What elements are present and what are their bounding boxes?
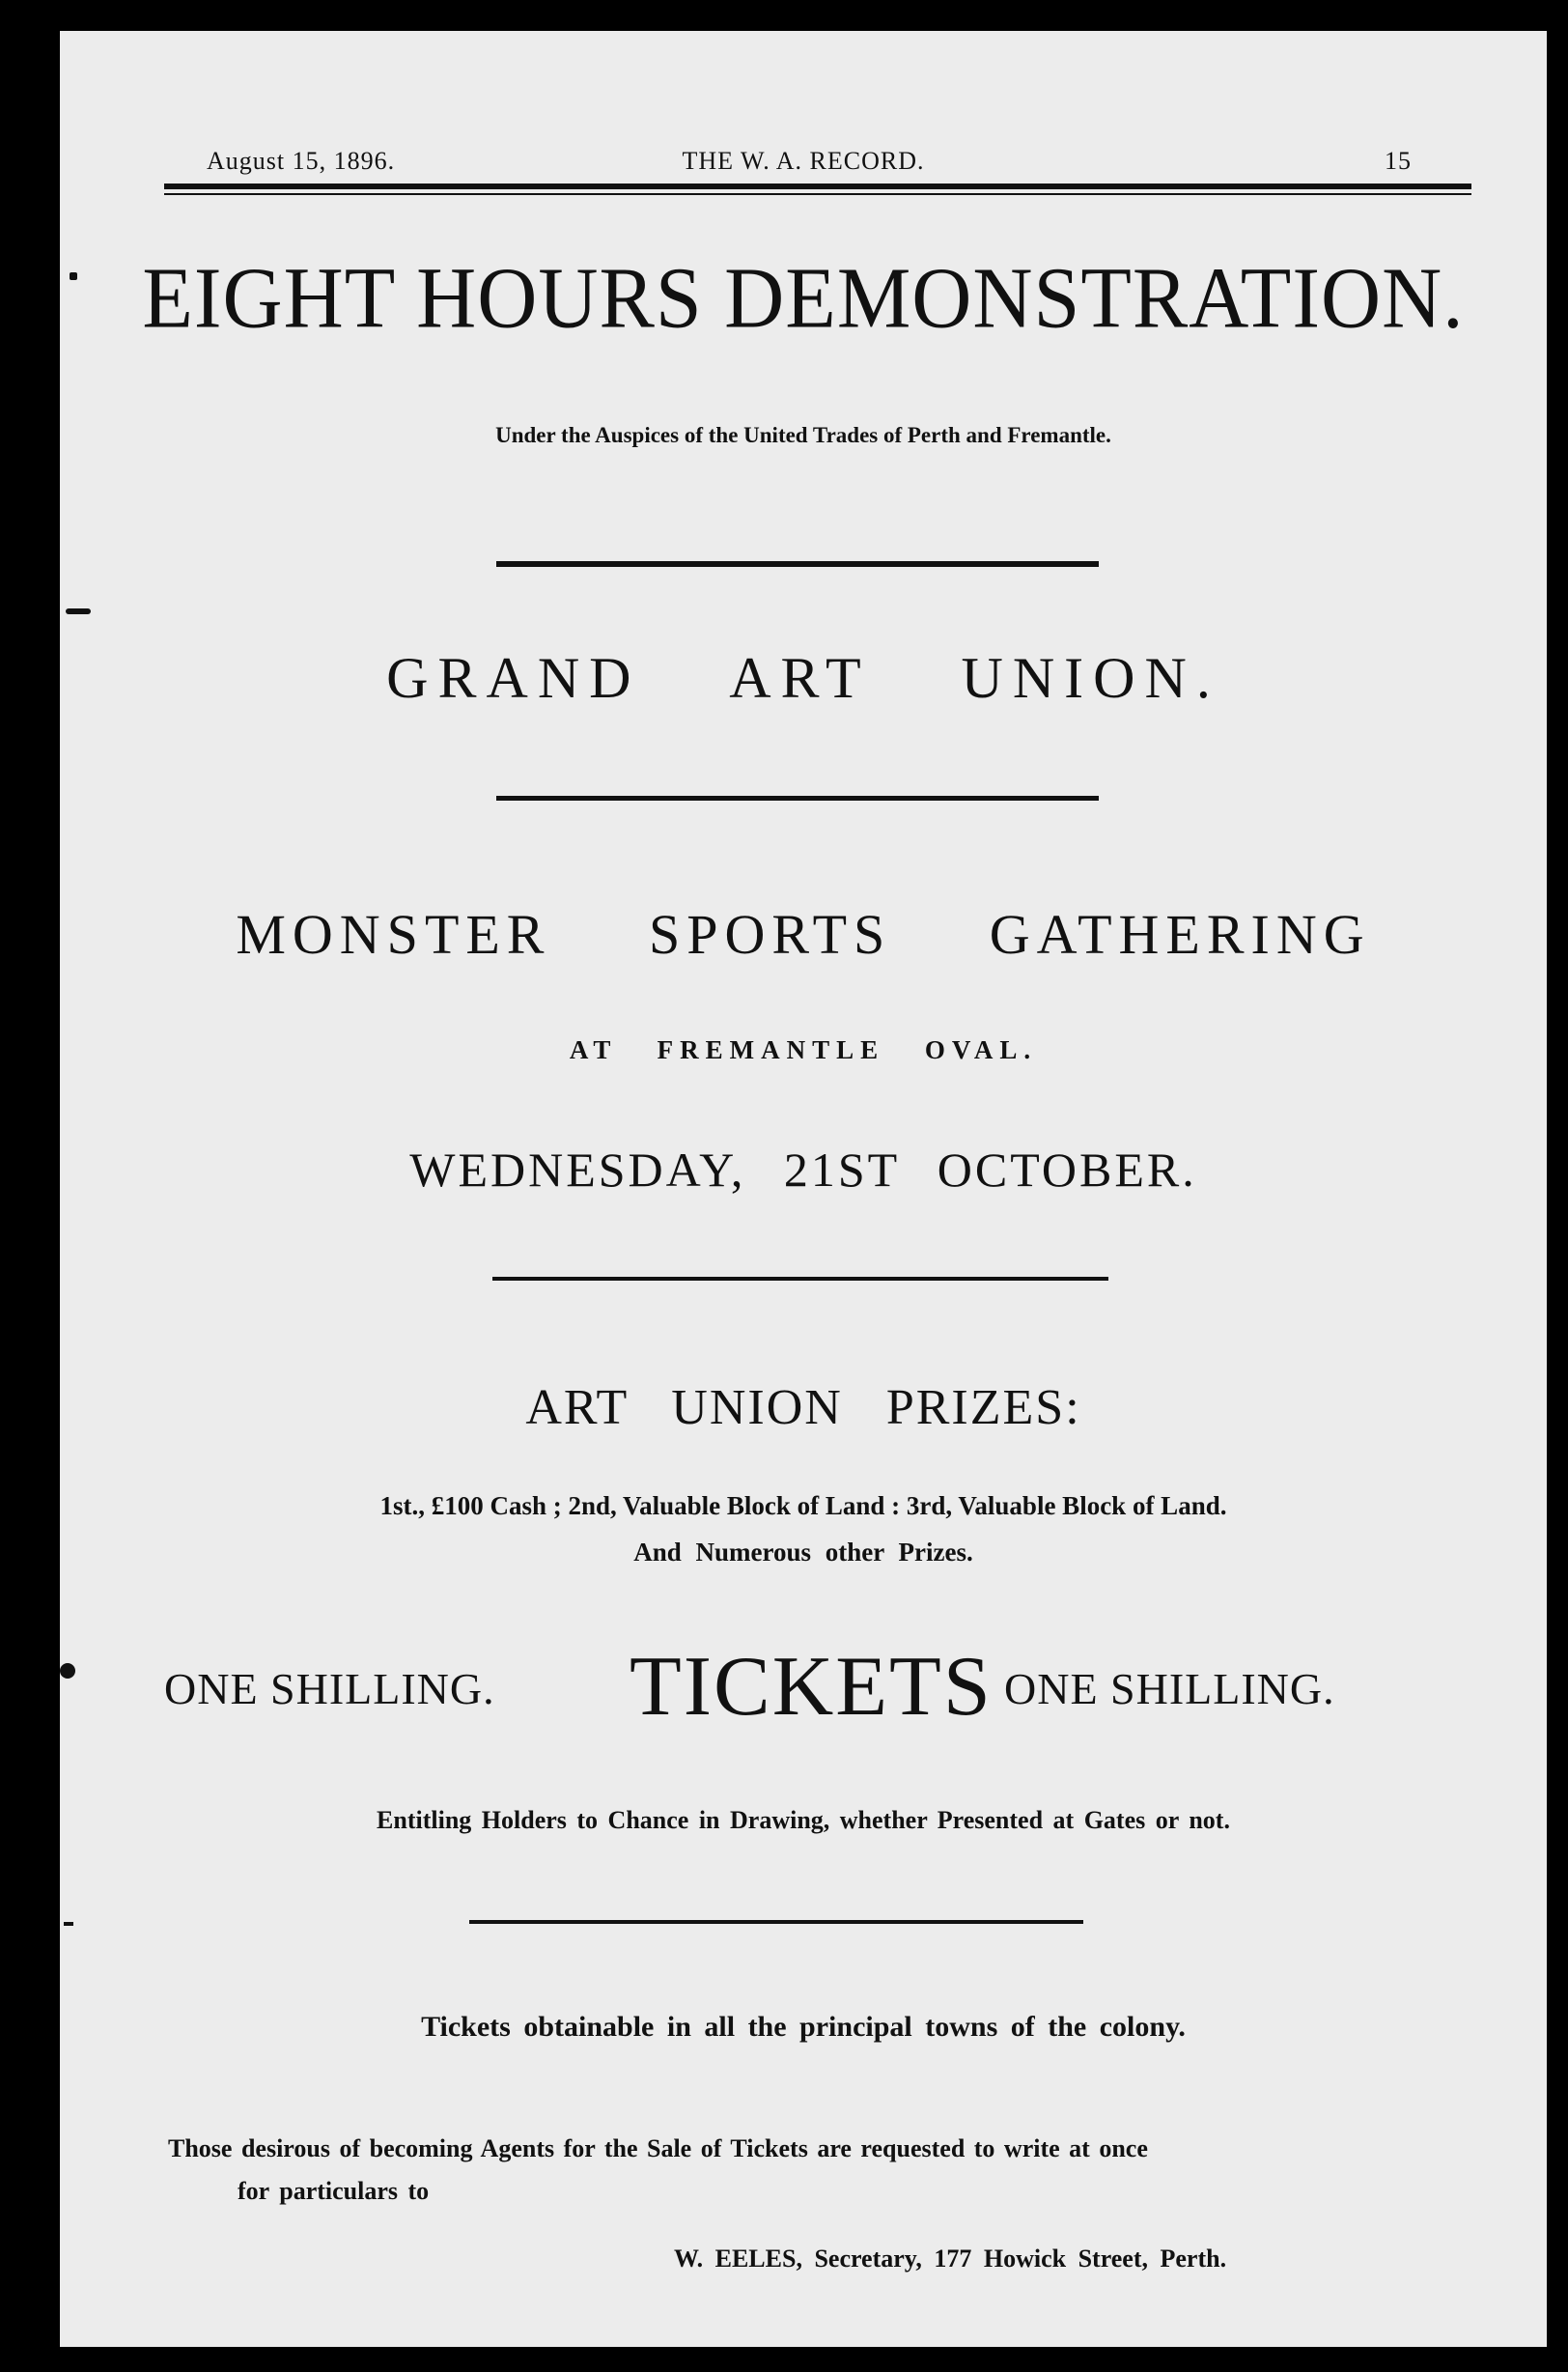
edge-mark: [64, 1922, 73, 1926]
advert-subtitle: Under the Auspices of the United Trades of Perth and Fremantle.: [495, 423, 1111, 447]
entitling-note: Entitling Holders to Chance in Drawing, whether Presented at Gates or not.: [377, 1806, 1230, 1834]
agents-request-line-1: Those desirous of becoming Agents for the Sale of Tickets are requested to write at once: [168, 2134, 1148, 2162]
separator-rule: [469, 1920, 1083, 1924]
advert-title: EIGHT HOURS DEMONSTRATION.: [142, 248, 1465, 347]
header-rule-thin: [164, 193, 1471, 195]
newspaper-page: [60, 31, 1547, 2347]
price-right: ONE SHILLING.: [1004, 1664, 1335, 1713]
header-page-number: 15: [1385, 147, 1412, 175]
edge-mark: [60, 1663, 75, 1679]
availability-note: Tickets obtainable in all the principal towns of the colony.: [421, 2011, 1186, 2043]
art-union-heading: GRAND ART UNION.: [386, 646, 1220, 710]
prizes-heading: ART UNION PRIZES:: [525, 1380, 1081, 1435]
agents-request-line-2: for particulars to: [238, 2177, 430, 2205]
venue-line: AT FREMANTLE OVAL.: [569, 1035, 1038, 1064]
prizes-other: And Numerous other Prizes.: [633, 1538, 973, 1567]
prizes-list: 1st., £100 Cash ; 2nd, Valuable Block of Land : 3rd, Valuable Block of Land.: [379, 1491, 1227, 1520]
secretary-contact: W. EELES, Secretary, 177 Howick Street, Perth.: [674, 2245, 1227, 2273]
event-date: WEDNESDAY, 21ST OCTOBER.: [409, 1143, 1197, 1197]
header-publication: THE W. A. RECORD.: [682, 147, 925, 175]
header-rule-thick: [164, 184, 1471, 189]
edge-mark: [70, 272, 77, 280]
edge-mark: [66, 608, 91, 614]
separator-rule: [496, 796, 1099, 801]
separator-rule: [496, 561, 1099, 567]
header-date: August 15, 1896.: [207, 147, 396, 175]
sports-heading: MONSTER SPORTS GATHERING: [236, 903, 1371, 966]
tickets-heading: TICKETS: [630, 1640, 993, 1734]
separator-rule: [492, 1277, 1108, 1281]
price-left: ONE SHILLING.: [164, 1664, 495, 1713]
